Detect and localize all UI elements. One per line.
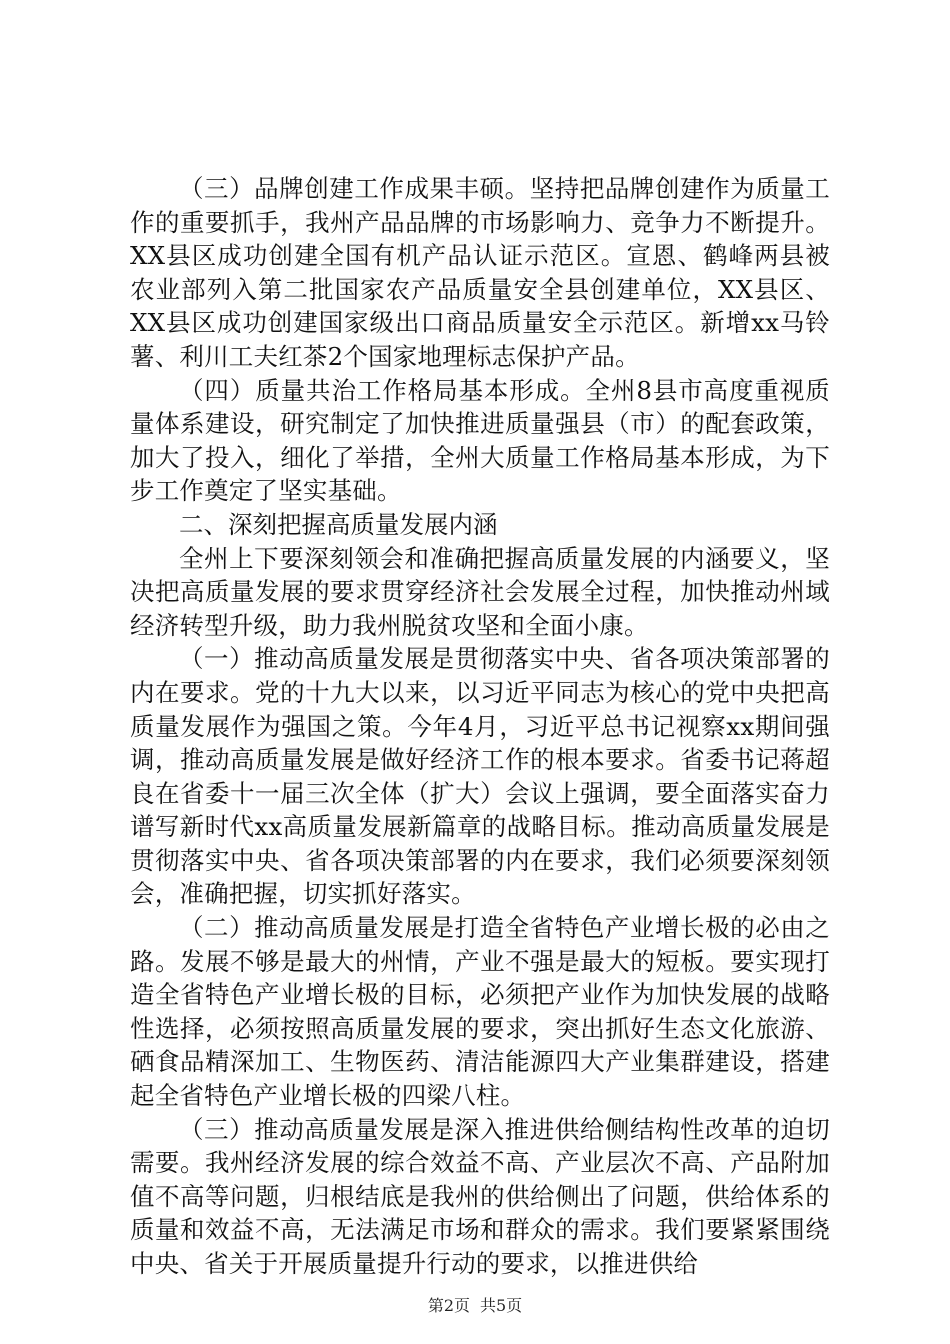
paragraph-point-three: （三）推动高质量发展是深入推进供给侧结构性改革的迫切需要。我州经济发展的综合效益不高、产业层次不高、产品附加值不高等问题，归根结底是我州的供给侧出了问题，供给体系的质量和效益不高，无法满足市场和群众的需求。我们要紧紧围绕中央、省关于开展质量提升行动的要求，以推进供给 bbox=[130, 1114, 830, 1278]
paragraph-section-intro: 全州上下要深刻领会和准确把握高质量发展的内涵要义，坚决把高质量发展的要求贯穿经济社会发展全过程，加快推动州域经济转型升级，助力我州脱贫攻坚和全面小康。 bbox=[130, 543, 830, 640]
paragraph-point-one: （一）推动高质量发展是贯彻落实中央、省各项决策部署的内在要求。党的十九大以来，以习近平同志为核心的党中央把高质量发展作为强国之策。今年4月，习近平总书记视察xx期间强调，推动高质量发展是做好经济工作的根本要求。省委书记蒋超良在省委十一届三次全体（扩大）会议上强调，要全面落实奋力谱写新时代xx高质量发展新篇章的战略目标。推动高质量发展是贯彻落实中央、省各项决策部署的内在要求，我们必须要深刻领会，准确把握，切实抓好落实。 bbox=[130, 644, 830, 909]
page-total: 共5页 bbox=[480, 1296, 523, 1315]
paragraph-point-two: （二）推动高质量发展是打造全省特色产业增长极的必由之路。发展不够是最大的州情，产业不强是最大的短板。要实现打造全省特色产业增长极的目标，必须把产业作为加快发展的战略性选择，必须按照高质量发展的要求，突出抓好生态文化旅游、硒食品精深加工、生物医药、清洁能源四大产业集群建设，搭建起全省特色产业增长极的四梁八柱。 bbox=[130, 913, 830, 1111]
paragraph-quality-governance: （四）质量共治工作格局基本形成。全州8县市高度重视质量体系建设，研究制定了加快推进质量强县（市）的配套政策，加大了投入，细化了举措，全州大质量工作格局基本形成，为下步工作奠定了坚实基础。 bbox=[130, 375, 830, 506]
document-body bbox=[130, 172, 830, 1281]
section-heading-two: 二、深刻把握高质量发展内涵 bbox=[179, 509, 498, 539]
page-footer bbox=[0, 1296, 950, 1316]
paragraph-brand-building: （三）品牌创建工作成果丰硕。坚持把品牌创建作为质量工作的重要抓手，我州产品品牌的市场影响力、竞争力不断提升。XX县区成功创建全国有机产品认证示范区。宣恩、鹤峰两县被农业部列入第二批国家农产品质量安全县创建单位，XX县区、XX县区成功创建国家级出口商品质量安全示范区。新增xx马铃薯、利川工夫红茶2个国家地理标志保护产品。 bbox=[130, 174, 830, 371]
page-number: 第2页 bbox=[427, 1296, 470, 1315]
